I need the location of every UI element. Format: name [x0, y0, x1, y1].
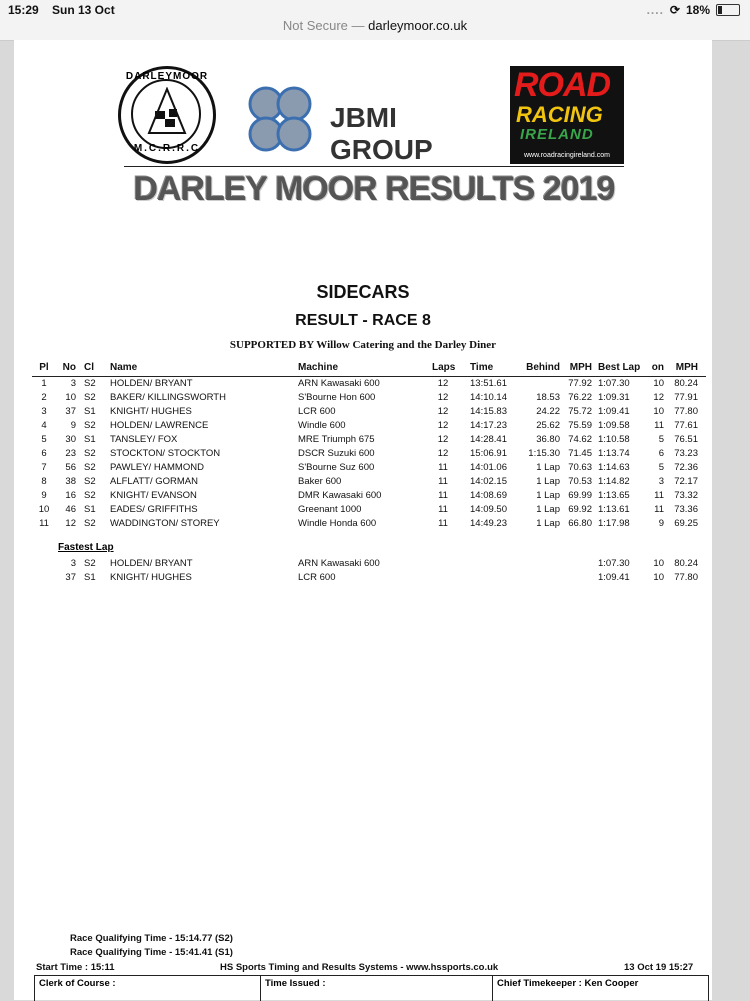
cell-no: 3 [70, 378, 76, 389]
cell-time: 14:01.06 [470, 462, 507, 473]
table-row [14, 504, 712, 518]
cell-on: 10 [653, 406, 664, 417]
cell-mph: 69.99 [568, 490, 592, 501]
cell-mph-best: 76.51 [674, 434, 698, 445]
results-document [14, 40, 712, 1000]
cell-best-lap: 1:09.31 [598, 392, 630, 403]
cell-laps: 12 [437, 392, 449, 403]
table-row [14, 462, 712, 476]
fastest-lap-title: Fastest Lap [58, 542, 114, 553]
header-laps: Laps [432, 362, 456, 373]
race-title: RESULT - RACE 8 [295, 312, 431, 329]
cell-cl: S1 [84, 406, 96, 417]
status-time: 15:29 [8, 3, 39, 17]
cell-on: 12 [653, 392, 664, 403]
cell-no: 46 [65, 504, 76, 515]
timing-system: HS Sports Timing and Results Systems - www.hssports.co.uk [220, 962, 499, 973]
cell-name: KNIGHT/ EVANSON [110, 490, 197, 501]
qualifying-time-s1: Race Qualifying Time - 15:41.41 (S1) [70, 947, 233, 958]
cell-laps: 11 [438, 476, 448, 487]
cell-best-lap: 1:07.30 [598, 558, 630, 569]
cell-no: 37 [65, 572, 76, 583]
cell-on: 10 [653, 572, 664, 583]
cell-machine: LCR 600 [298, 572, 336, 583]
battery-icon [716, 4, 740, 16]
time-issued-label: Time Issued : [265, 978, 326, 989]
results-banner: DARLEY MOOR RESULTS 2019 [133, 170, 615, 208]
cell-mph-best: 77.80 [674, 572, 698, 583]
rri-url-text: www.roadracingireland.com [524, 152, 610, 159]
cell-cl: S2 [84, 420, 96, 431]
cell-laps: 12 [437, 378, 449, 389]
clerk-of-course-label: Clerk of Course : [39, 978, 116, 989]
cell-machine: MRE Triumph 675 [298, 434, 375, 445]
cell-mph-best: 69.25 [674, 518, 698, 529]
table-row [14, 420, 712, 434]
cell-machine: DSCR Suzuki 600 [298, 448, 375, 459]
cell-mph: 70.53 [568, 476, 592, 487]
header-on: on [651, 362, 664, 373]
cell-pl: 7 [41, 462, 47, 473]
cell-name: HOLDEN/ LAWRENCE [110, 420, 209, 431]
signature-row [34, 975, 709, 1001]
cell-cl: S2 [84, 490, 96, 501]
cell-laps: 11 [438, 490, 448, 501]
cell-cl: S2 [84, 518, 96, 529]
cell-behind: 1 Lap [536, 490, 560, 501]
cell-on: 5 [658, 434, 664, 445]
cell-pl: 9 [41, 490, 47, 501]
cell-name: TANSLEY/ FOX [110, 434, 178, 445]
header-machine: Machine [298, 362, 339, 373]
cell-mph-best: 80.24 [674, 558, 698, 569]
table-row [14, 490, 712, 504]
print-stamp: 13 Oct 19 15:27 [624, 962, 694, 973]
footer-line [36, 962, 706, 976]
cell-pl: 3 [41, 406, 47, 417]
cell-name: ALFLATT/ GORMAN [110, 476, 198, 487]
header-cl: Cl [84, 362, 94, 373]
cell-behind: 36.80 [536, 434, 560, 445]
cell-mph: 70.63 [568, 462, 592, 473]
cell-mph: 77.92 [568, 378, 592, 389]
jbmi-group-text: JBMI GROUP [330, 102, 433, 165]
cell-best-lap: 1:13.65 [598, 490, 630, 501]
sponsor-line: SUPPORTED BY Willow Catering and the Darley Diner [229, 339, 497, 351]
cell-best-lap: 1:07.30 [598, 378, 630, 389]
cell-cl: S1 [84, 434, 96, 445]
cell-best-lap: 1:17.98 [598, 518, 630, 529]
cell-behind: 25.62 [536, 420, 560, 431]
cell-laps: 12 [437, 406, 449, 417]
cell-time: 14:09.50 [470, 504, 507, 515]
cell-no: 12 [65, 518, 76, 529]
cell-cl: S2 [84, 476, 96, 487]
jbmi-group-logo [242, 84, 496, 165]
cell-mph-best: 73.36 [674, 504, 698, 515]
cell-name: PAWLEY/ HAMMOND [110, 462, 204, 473]
cell-name: KNIGHT/ HUGHES [110, 572, 192, 583]
cell-time: 13:51.61 [470, 378, 507, 389]
cell-best-lap: 1:14.82 [598, 476, 630, 487]
cell-mph: 66.80 [568, 518, 592, 529]
qualifying-time-s2: Race Qualifying Time - 15:14.77 (S2) [70, 933, 233, 944]
cell-pl: 11 [39, 518, 49, 529]
header-pl: Pl [39, 362, 49, 373]
cell-cl: S1 [84, 572, 96, 583]
clerk-of-course-cell [35, 976, 261, 1001]
url-domain: darleymoor.co.uk [368, 18, 468, 33]
class-title: SIDECARS [316, 282, 410, 302]
battery-percent: 18% [685, 3, 710, 17]
darley-logo-bottom-text: M.C.R.R.C [133, 143, 201, 154]
fastest-lap-row [14, 572, 712, 586]
cell-machine: ARN Kawasaki 600 [298, 558, 380, 569]
cell-machine: LCR 600 [298, 406, 336, 417]
cell-laps: 12 [437, 448, 449, 459]
cell-pl: 5 [41, 434, 47, 445]
cell-best-lap: 1:13.74 [598, 448, 630, 459]
cell-cl: S2 [84, 558, 96, 569]
cell-behind: 1 Lap [536, 462, 560, 473]
orientation-lock-icon: ⟳ [669, 3, 680, 17]
banner-divider [124, 166, 624, 167]
darley-logo-top-text: DARLEYMOOR [125, 71, 209, 82]
rri-road-text: ROAD [514, 66, 611, 104]
cell-name: HOLDEN/ BRYANT [110, 558, 193, 569]
cell-best-lap: 1:09.41 [598, 406, 630, 417]
cell-name: EADES/ GRIFFITHS [110, 504, 198, 515]
not-secure-label: Not Secure — [282, 18, 365, 33]
darley-moor-logo [118, 66, 216, 164]
cell-behind: 1:15.30 [528, 448, 560, 459]
header-best-lap: Best Lap [598, 362, 641, 373]
cell-time: 14:08.69 [470, 490, 507, 501]
cell-cl: S2 [84, 462, 96, 473]
cell-name: WADDINGTON/ STOREY [110, 518, 220, 529]
table-row [14, 518, 712, 532]
header-no: No [62, 362, 76, 373]
cell-pl: 4 [41, 420, 47, 431]
header-underline [32, 376, 706, 377]
cell-cl: S2 [84, 448, 96, 459]
cell-time: 14:17.23 [470, 420, 507, 431]
cell-machine: Baker 600 [298, 476, 342, 487]
header-behind: Behind [526, 362, 560, 373]
cell-mph: 75.59 [568, 420, 592, 431]
cell-no: 9 [70, 420, 76, 431]
jbmi-clover-icon [242, 84, 318, 154]
address-bar[interactable] [0, 18, 750, 41]
cell-laps: 11 [438, 518, 448, 529]
cell-no: 23 [65, 448, 76, 459]
cell-pl: 6 [41, 448, 47, 459]
cell-cl: S2 [84, 392, 96, 403]
cell-mph: 74.62 [568, 434, 592, 445]
cell-mph: 76.22 [568, 392, 592, 403]
cell-time: 14:02.15 [470, 476, 507, 487]
cell-no: 3 [70, 558, 76, 569]
header-mph: MPH [569, 362, 592, 373]
table-row [14, 434, 712, 448]
cell-behind: 1 Lap [536, 518, 560, 529]
cell-best-lap: 1:09.58 [598, 420, 630, 431]
cell-mph: 75.72 [568, 406, 592, 417]
cell-behind: 18.53 [536, 392, 560, 403]
cell-mph: 69.92 [568, 504, 592, 515]
cell-cl: S2 [84, 378, 96, 389]
cell-name: STOCKTON/ STOCKTON [110, 448, 221, 459]
cell-pl: 10 [38, 504, 50, 515]
cell-machine: DMR Kawasaki 600 [298, 490, 382, 501]
cell-on: 11 [654, 490, 664, 501]
cell-on: 11 [654, 504, 664, 515]
cell-laps: 12 [437, 434, 449, 445]
table-row [14, 476, 712, 490]
time-issued-cell [261, 976, 493, 1001]
cell-on: 9 [658, 518, 664, 529]
cell-no: 10 [65, 392, 76, 403]
header-time: Time [470, 362, 494, 373]
cell-mph-best: 77.61 [674, 420, 698, 431]
cell-no: 30 [65, 434, 76, 445]
cell-mph-best: 72.36 [674, 462, 698, 473]
rri-racing-text: RACING [516, 102, 603, 127]
multitask-dots: .... [646, 3, 664, 17]
cell-pl: 1 [41, 378, 47, 389]
cell-on: 10 [653, 378, 664, 389]
cell-time: 14:28.41 [470, 434, 507, 445]
cell-on: 10 [653, 558, 664, 569]
cell-time: 14:15.83 [470, 406, 507, 417]
cell-time: 14:10.14 [470, 392, 507, 403]
cell-on: 6 [658, 448, 664, 459]
cell-best-lap: 1:14.63 [598, 462, 630, 473]
cell-mph-best: 73.32 [674, 490, 698, 501]
cell-laps: 12 [437, 420, 449, 431]
status-right [647, 3, 740, 17]
cell-pl: 8 [41, 476, 47, 487]
chequered-flag-icon [145, 87, 189, 137]
status-bar [0, 0, 750, 20]
cell-no: 38 [65, 476, 76, 487]
cell-on: 11 [654, 420, 664, 431]
cell-best-lap: 1:13.61 [598, 504, 630, 515]
cell-laps: 11 [438, 462, 448, 473]
results-header-row [14, 362, 712, 376]
cell-no: 56 [65, 462, 76, 473]
cell-laps: 11 [438, 504, 448, 515]
cell-on: 3 [658, 476, 664, 487]
table-row [14, 378, 712, 392]
cell-machine: ARN Kawasaki 600 [298, 378, 380, 389]
cell-machine: Greenant 1000 [298, 504, 362, 515]
road-racing-ireland-logo [510, 66, 624, 164]
fastest-lap-row [14, 558, 712, 572]
status-date: Sun 13 Oct [52, 3, 115, 17]
chief-timekeeper-cell [493, 976, 709, 1001]
table-row [14, 406, 712, 420]
cell-mph-best: 77.80 [674, 406, 698, 417]
cell-on: 5 [658, 462, 664, 473]
start-time: Start Time : 15:11 [36, 962, 115, 973]
cell-time: 15:06.91 [470, 448, 507, 459]
chief-timekeeper-label: Chief Timekeeper : Ken Cooper [497, 978, 639, 989]
header-name: Name [110, 362, 138, 373]
header-mph-best: MPH [675, 362, 698, 373]
cell-machine: S'Bourne Hon 600 [298, 392, 376, 403]
cell-name: BAKER/ KILLINGSWORTH [110, 392, 226, 403]
cell-machine: Windle Honda 600 [298, 518, 377, 529]
cell-best-lap: 1:10.58 [598, 434, 630, 445]
cell-cl: S1 [84, 504, 96, 515]
cell-machine: Windle 600 [298, 420, 346, 431]
table-row [14, 448, 712, 462]
cell-best-lap: 1:09.41 [598, 572, 630, 583]
cell-time: 14:49.23 [470, 518, 507, 529]
table-row [14, 392, 712, 406]
cell-no: 16 [65, 490, 76, 501]
rri-ireland-text: IRELAND [520, 126, 594, 143]
cell-mph-best: 72.17 [674, 476, 698, 487]
cell-mph-best: 77.91 [674, 392, 698, 403]
cell-mph-best: 80.24 [674, 378, 698, 389]
cell-no: 37 [65, 406, 76, 417]
cell-pl: 2 [41, 392, 47, 403]
cell-behind: 24.22 [536, 406, 560, 417]
cell-behind: 1 Lap [536, 476, 560, 487]
cell-behind: 1 Lap [536, 504, 560, 515]
cell-name: KNIGHT/ HUGHES [110, 406, 192, 417]
cell-name: HOLDEN/ BRYANT [110, 378, 193, 389]
cell-machine: S'Bourne Suz 600 [298, 462, 375, 473]
cell-mph-best: 73.23 [674, 448, 698, 459]
cell-mph: 71.45 [568, 448, 592, 459]
